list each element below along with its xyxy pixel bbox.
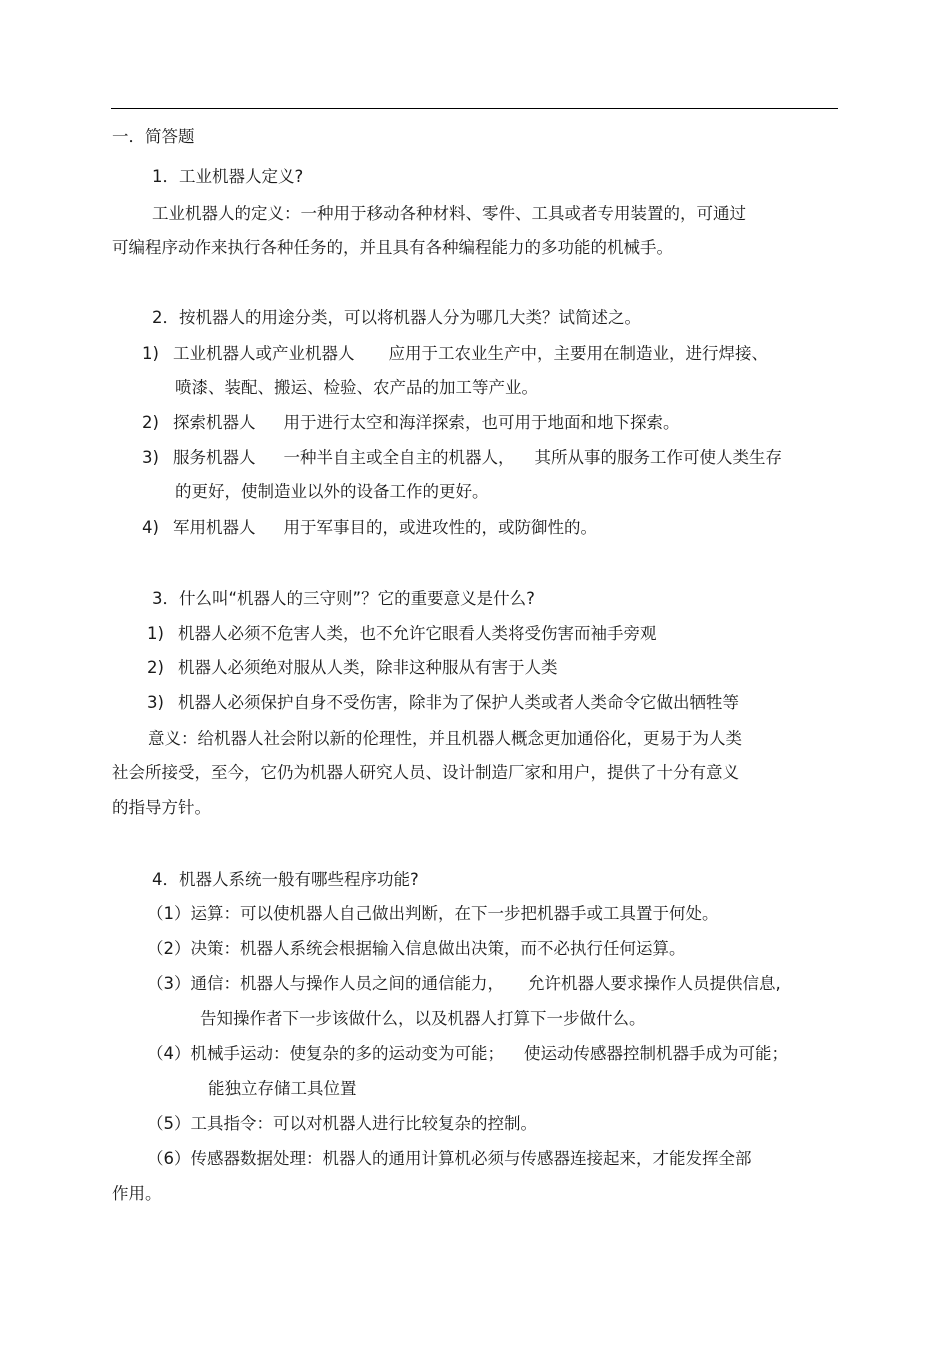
q2-item-1-desc: 应用于工农业生产中，主要用在制造业，进行焊接、 [388,344,768,363]
q2-item-4-num: 4) [142,518,159,537]
question-3-title: 3．什么叫“机器人的三守则”？它的重要意义是什么? [152,589,535,608]
q2-item-2-name: 探索机器人 [172,413,256,432]
q4-function-6: （6）传感器数据处理：机器人的通用计算机必须与传感器连接起来，才能发挥全部 [147,1149,752,1168]
q3-meaning-line-1: 意义：给机器人社会附以新的伦理性，并且机器人概念更加通俗化，更易于为人类 [148,729,742,748]
q2-item-1-name: 工业机器人或产业机器人 [172,344,355,363]
q2-item-4-name: 军用机器人 [172,518,256,537]
q2-item-4 [142,517,597,539]
question-1-title: 1．工业机器人定义? [152,167,304,186]
q3-rule-3-text: 机器人必须保护自身不受伤害，除非为了保护人类或者人类命令它做出牺牲等 [177,693,739,712]
question-2-title: 2．按机器人的用途分类，可以将机器人分为哪几大类？试简述之。 [152,308,641,327]
q4-function-3 [147,973,781,995]
q3-rule-1-text: 机器人必须不危害人类，也不允许它眼看人类将受伤害而袖手旁观 [177,624,657,643]
q3-rule-3-num: 3) [147,693,164,712]
q3-rule-3 [147,692,739,714]
q4-function-3-part-1: （3）通信：机器人与操作人员之间的通信能力， [147,974,504,993]
q2-item-4-desc: 用于军事目的，或进攻性的，或防御性的。 [283,518,597,537]
header-rule [111,108,838,109]
q2-item-3 [142,447,782,469]
q4-function-1: （1）运算：可以使机器人自己做出判断，在下一步把机器手或工具置于何处。 [147,904,719,923]
q2-item-1-cont: 喷漆、装配、搬运、检验、农产品的加工等产业。 [175,378,538,397]
q4-function-6-cont: 作用。 [112,1184,162,1203]
q2-item-1-num: 1) [142,344,159,363]
q4-function-4 [147,1043,788,1065]
q4-function-4-cont: 能独立存储工具位置 [208,1079,357,1098]
q3-rule-1-num: 1) [147,624,164,643]
q4-function-5: （5）工具指令：可以对机器人进行比较复杂的控制。 [147,1114,537,1133]
q2-item-3-num: 3) [142,448,159,467]
q2-item-3-name: 服务机器人 [172,448,256,467]
q2-item-3-desc-2: 其所从事的服务工作可使人类生存 [534,448,782,467]
q4-function-3-part-2: 允许机器人要求操作人员提供信息, [528,974,781,993]
q1-answer-line-1: 工业机器人的定义：一种用于移动各种材料、零件、工具或者专用装置的，可通过 [152,204,746,223]
q3-rule-2 [147,657,557,679]
q4-function-3-cont: 告知操作者下一步该做什么，以及机器人打算下一步做什么。 [200,1009,646,1028]
section-title: 一．简答题 [112,127,195,146]
q2-item-3-desc: 一种半自主或全自主的机器人， [283,448,515,467]
q3-rule-2-text: 机器人必须绝对服从人类，除非这种服从有害于人类 [177,658,558,677]
q2-item-2 [142,412,679,434]
q2-item-2-desc: 用于进行太空和海洋探索，也可用于地面和地下探索。 [283,413,680,432]
q4-function-4-part-1: （4）机械手运动：使复杂的多的运动变为可能； [147,1044,504,1063]
q2-item-1 [142,343,768,365]
q3-rule-2-num: 2) [147,658,164,677]
q2-item-2-num: 2) [142,413,159,432]
q1-answer-line-2: 可编程序动作来执行各种任务的，并且具有各种编程能力的多功能的机械手。 [112,238,673,257]
q4-function-4-part-2: 使运动传感器控制机器手成为可能； [524,1044,788,1063]
q3-meaning-line-2: 社会所接受，至今，它仍为机器人研究人员、设计制造厂家和用户，提供了十分有意义 [112,763,739,782]
q3-meaning-line-3: 的指导方针。 [112,798,211,817]
q4-function-2: （2）决策：机器人系统会根据输入信息做出决策，而不必执行任何运算。 [147,939,686,958]
q3-rule-1 [147,623,656,645]
question-4-title: 4．机器人系统一般有哪些程序功能? [152,870,419,889]
q2-item-3-cont: 的更好，使制造业以外的设备工作的更好。 [175,482,489,501]
